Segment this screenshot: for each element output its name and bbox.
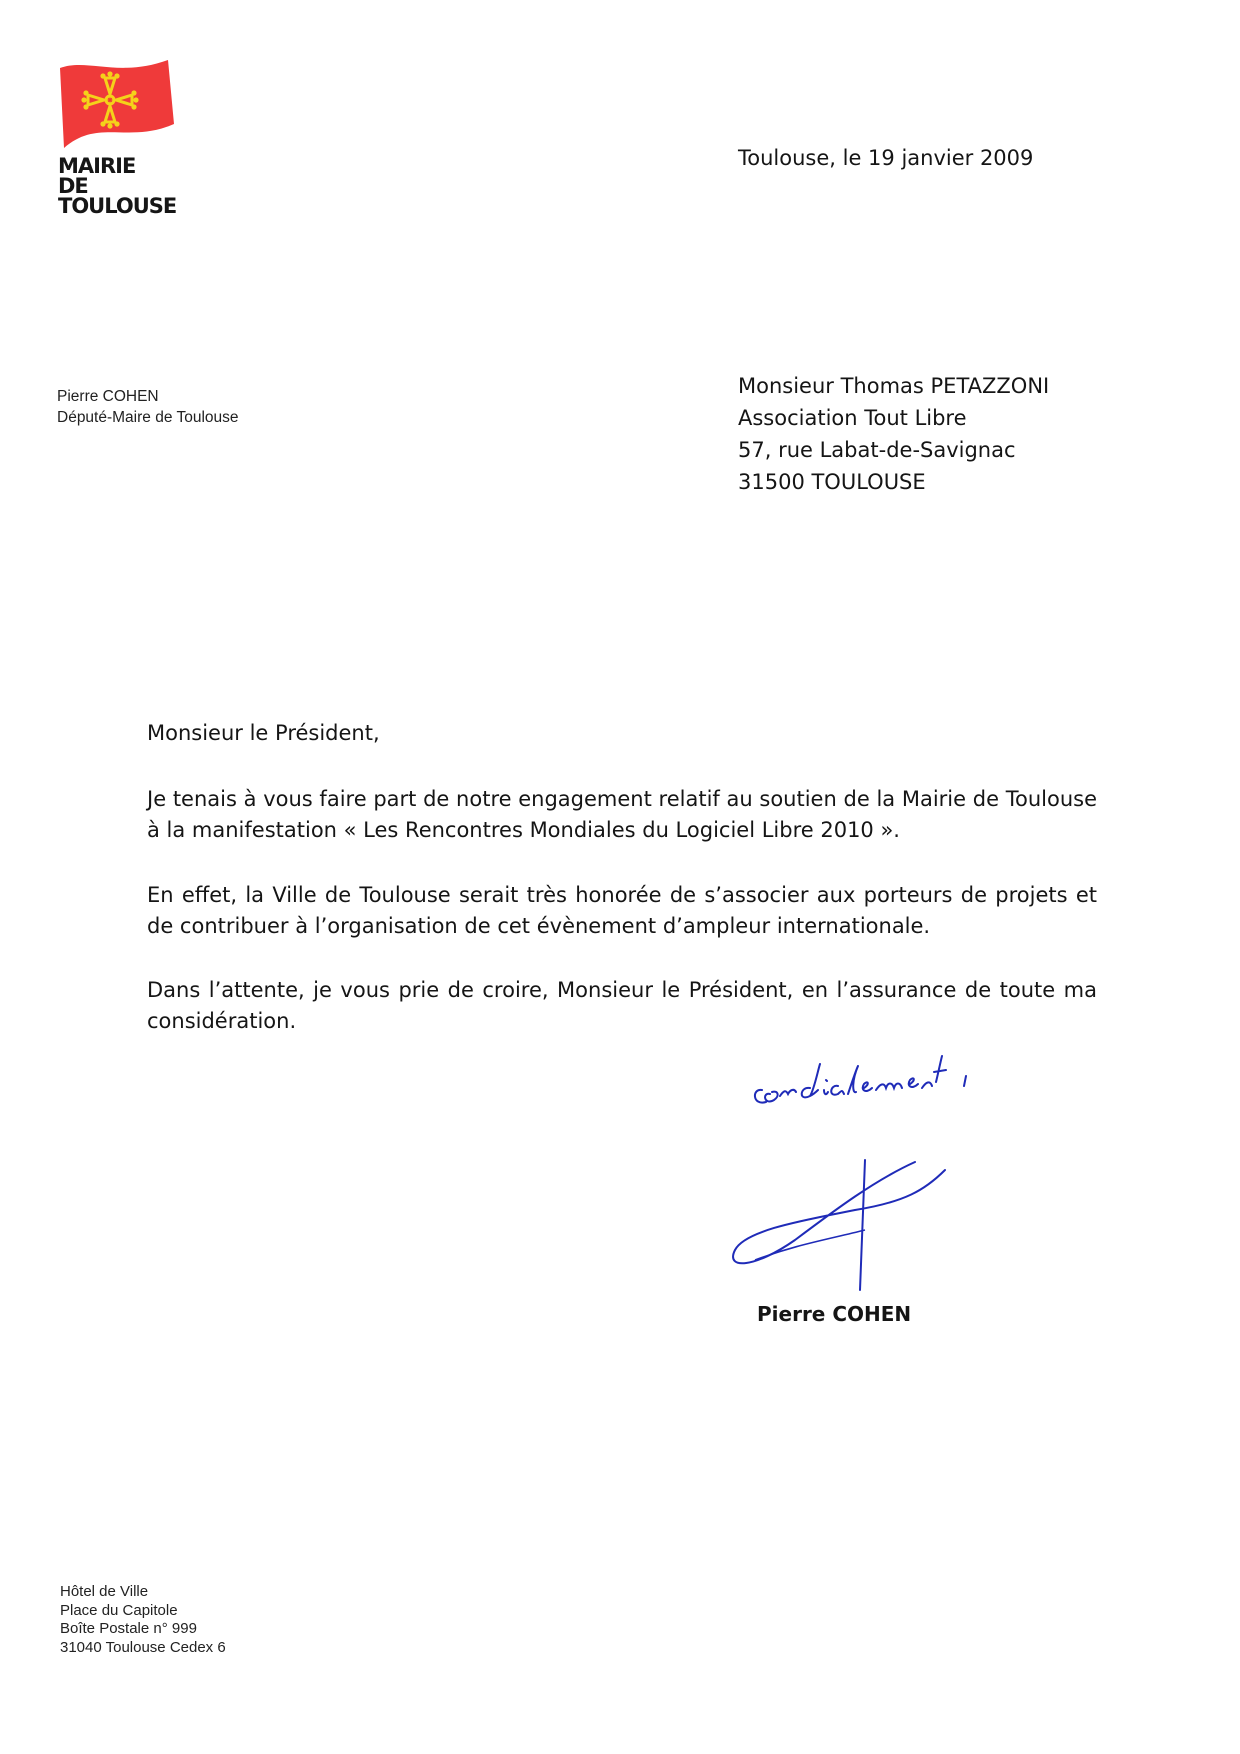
salutation: Monsieur le Président,	[147, 721, 380, 745]
recipient-line: Association Tout Libre	[738, 406, 967, 430]
logo-line-mairie: MAIRIE	[58, 154, 136, 178]
footer-line: 31040 Toulouse Cedex 6	[60, 1638, 226, 1656]
date-line: Toulouse, le 19 janvier 2009	[738, 146, 1034, 170]
recipient-address	[738, 370, 1049, 498]
signature	[715, 1150, 965, 1300]
occitan-cross-flag-icon	[58, 56, 176, 154]
logo-line-toulouse: TOULOUSE	[58, 194, 177, 218]
footer-line: Boîte Postale n° 999	[60, 1620, 197, 1637]
body-paragraph-3: Dans l’attente, je vous prie de croire, Monsieur le Président, en l’assurance de toute ma considération.	[147, 978, 1097, 1033]
sender-title: Député-Maire de Toulouse	[57, 409, 239, 426]
body-paragraph-1: Je tenais à vous faire part de notre engagement relatif au soutien de la Mairie de Toulouse à la manifestation « Les Rencontres Mondiales du Logiciel Libre 2010 ».	[147, 787, 1097, 842]
logo-line-de: DE	[58, 174, 88, 198]
footer-line: Place du Capitole	[60, 1601, 178, 1619]
body-paragraph-2: En effet, la Ville de Toulouse serait très honorée de s’associer aux porteurs de projets et de contribuer à l’organisation de cet évènement d’ampleur internationale.	[147, 883, 1097, 938]
signatory-name: Pierre COHEN	[757, 1302, 912, 1326]
recipient-line: 31500 TOULOUSE	[738, 470, 926, 494]
recipient-line: Monsieur Thomas PETAZZONI	[738, 374, 1050, 398]
mairie-logo	[58, 56, 178, 216]
recipient-line: 57, rue Labat-de-Savignac	[738, 438, 1016, 462]
sender-name: Pierre COHEN	[57, 388, 159, 405]
footer-address	[60, 1583, 226, 1657]
footer-line: Hôtel de Ville	[60, 1583, 149, 1600]
handwritten-note	[740, 1030, 990, 1120]
sender-block	[57, 386, 239, 428]
